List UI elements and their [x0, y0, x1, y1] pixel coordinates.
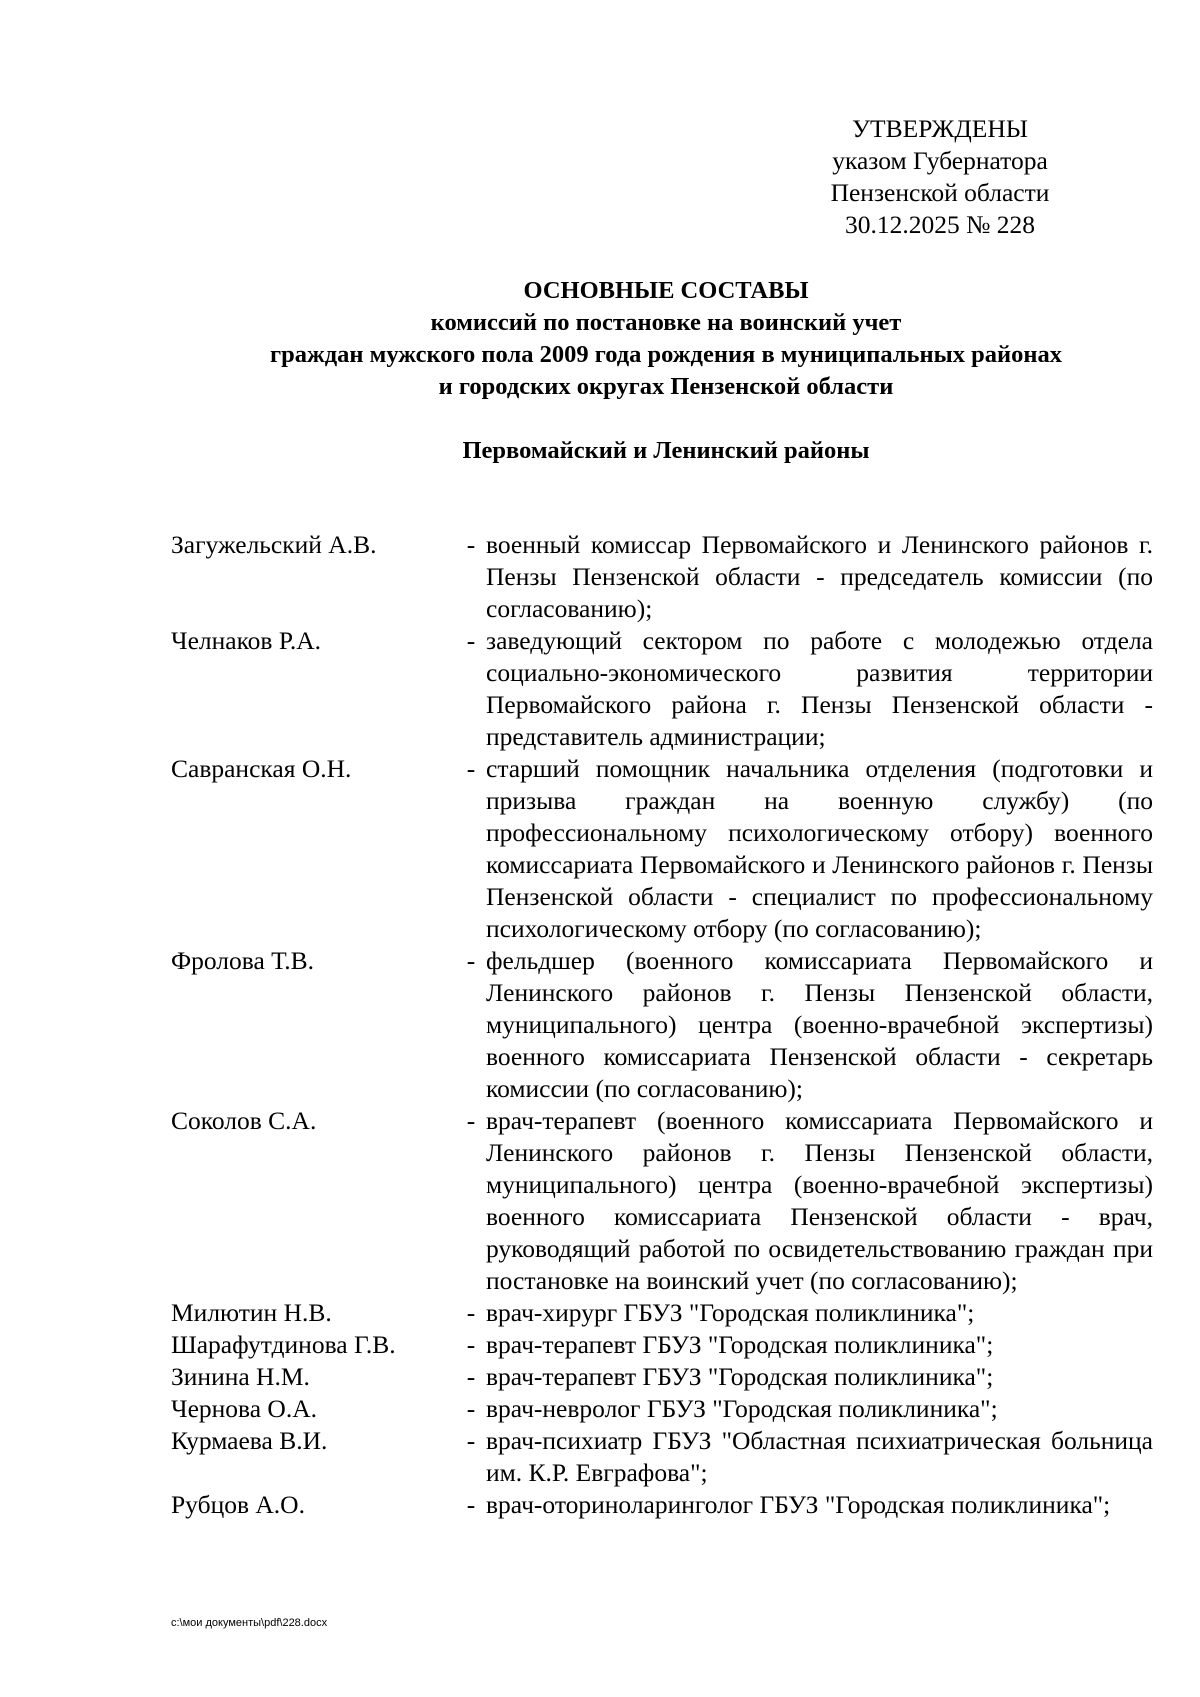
member-role: заведующий сектором по работе с молодежью отдела социально-экономического развития территории Первомайского района г. Пензы Пензенской области - представитель администрации; [486, 626, 1153, 751]
approval-line: Пензенской области [830, 178, 1050, 207]
member-name: Савранская О.Н. [171, 754, 352, 783]
member-row [171, 625, 1153, 753]
member-name: Челнаков Р.А. [171, 626, 321, 655]
member-name: Фролова Т.В. [171, 946, 314, 975]
approval-block [780, 113, 1100, 241]
member-name: Загужельский А.В. [171, 530, 377, 559]
member-row [171, 945, 1153, 1105]
member-role: врач-невролог ГБУЗ "Городская поликлиника"; [486, 1394, 998, 1423]
dash-separator: - [466, 946, 476, 975]
approval-line: УТВЕРЖДЕНЫ [852, 114, 1028, 143]
member-name: Чернова О.А. [171, 1394, 318, 1423]
member-list [171, 529, 1153, 1521]
dash-separator: - [466, 754, 476, 783]
section-title: Первомайский и Ленинский районы [462, 437, 870, 464]
member-role: врач-терапевт ГБУЗ "Городская поликлиника"; [486, 1330, 994, 1359]
dash-separator: - [466, 1490, 476, 1519]
dash-separator: - [466, 530, 476, 559]
member-row [171, 753, 1153, 945]
dash-separator: - [466, 1394, 476, 1423]
approval-line: указом Губернатора [832, 146, 1048, 175]
member-name: Рубцов А.О. [171, 1490, 305, 1519]
member-row [171, 1105, 1153, 1297]
title-line: граждан мужского пола 2009 года рождения в муниципальных районах [270, 341, 1062, 368]
dash-separator: - [466, 1298, 476, 1327]
dash-separator: - [466, 1330, 476, 1359]
member-name: Курмаева В.И. [171, 1426, 328, 1455]
dash-separator: - [466, 1426, 476, 1455]
member-name: Милютин Н.В. [171, 1298, 332, 1327]
file-path-footer: c:\мои документы\pdf\228.docx [171, 1617, 328, 1629]
dash-separator: - [466, 1362, 476, 1391]
member-row [171, 1489, 1153, 1521]
member-role: врач-терапевт ГБУЗ "Городская поликлиника"; [486, 1362, 994, 1391]
title-line: ОСНОВНЫЕ СОСТАВЫ [523, 277, 809, 304]
member-role: врач-психиатр ГБУЗ "Областная психиатрическая больница им. К.Р. Евграфова"; [486, 1426, 1153, 1487]
dash-separator: - [466, 1106, 476, 1135]
dash-separator: - [466, 626, 476, 655]
member-row [171, 1329, 1153, 1361]
member-row [171, 1393, 1153, 1425]
member-name: Шарафутдинова Г.В. [171, 1330, 396, 1359]
title-line: комиссий по постановке на воинский учет [430, 309, 902, 336]
member-role: врач-хирург ГБУЗ "Городская поликлиника"; [486, 1298, 975, 1327]
member-role: врач-оториноларинголог ГБУЗ "Городская поликлиника"; [486, 1490, 1111, 1519]
member-row [171, 1361, 1153, 1393]
member-row [171, 1297, 1153, 1329]
member-role: старший помощник начальника отделения (подготовки и призыва граждан на военную службу) (по профессиональному психологическому отбору) военного комиссариата Первомайского и Ленинского районов г. Пензы Пензенской области - специалист по профессиональному психологическому отбору (по согласованию); [486, 754, 1153, 943]
member-name: Зинина Н.М. [171, 1362, 310, 1391]
member-row [171, 1425, 1153, 1489]
member-role: врач-терапевт (военного комиссариата Первомайского и Ленинского районов г. Пензы Пензенской области, муниципального) центра (военно-врачебной экспертизы) военного комиссариата Пензенской области - врач, руководящий работой по освидетельствованию граждан при постановке на воинский учет (по согласованию); [486, 1106, 1153, 1295]
document-title [120, 275, 1200, 403]
member-row [171, 529, 1153, 625]
member-role: военный комиссар Первомайского и Ленинского районов г. Пензы Пензенской области - председатель комиссии (по согласованию); [486, 530, 1153, 623]
title-line: и городских округах Пензенской области [438, 373, 894, 400]
approval-date: 30.12.2025 № 228 [844, 210, 1036, 239]
member-role: фельдшер (военного комиссариата Первомайского и Ленинского районов г. Пензы Пензенской области, муниципального) центра (военно-врачебной экспертизы) военного комиссариата Пензенской области - секретарь комиссии (по согласованию); [486, 946, 1153, 1103]
member-name: Соколов С.А. [171, 1106, 317, 1135]
